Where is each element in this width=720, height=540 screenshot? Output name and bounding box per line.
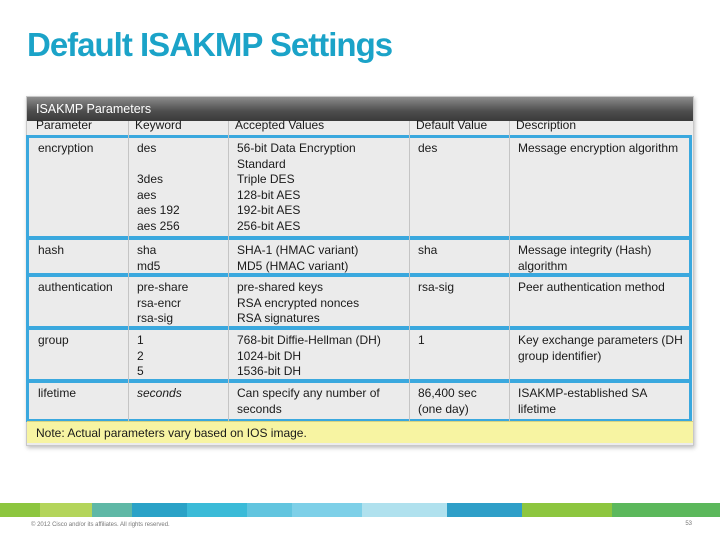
cell-line: seconds	[237, 401, 282, 416]
table-note: Note: Actual parameters vary based on IOS image.	[27, 421, 693, 443]
stripe-segment	[292, 503, 362, 517]
cell-default	[418, 333, 425, 349]
cell-line: 1	[137, 333, 144, 347]
column-headers	[27, 118, 693, 134]
cell-parameter	[38, 141, 93, 157]
cell-line: ISAKMP-established SA	[518, 386, 648, 400]
cell-line: md5	[137, 258, 161, 273]
cell-line: 1024-bit DH	[237, 348, 302, 363]
cell-line: 5	[137, 364, 144, 378]
cell-parameter	[38, 243, 64, 259]
cell-line: RSA encrypted nonces	[237, 295, 360, 310]
cell-line: 192-bit AES	[237, 203, 301, 217]
table-row	[26, 274, 692, 329]
column-header: Description	[516, 118, 577, 132]
cell-line: 128-bit AES	[237, 187, 301, 202]
cell-line: pre-shared keys	[237, 280, 324, 294]
cell-line: des	[137, 141, 157, 155]
cell-line: aes	[137, 187, 157, 202]
cell-line: aes 256	[137, 218, 180, 233]
cell-keyword	[137, 141, 180, 234]
column-divider	[228, 121, 229, 421]
cell-line: group identifier)	[518, 348, 602, 363]
footer-color-stripe	[0, 503, 720, 517]
cell-parameter	[38, 386, 76, 402]
cell-description	[518, 280, 665, 296]
cell-line: sha	[418, 243, 438, 257]
copyright-text: © 2012 Cisco and/or its affiliates. All rights reserved.	[31, 522, 170, 528]
column-header: Parameter	[36, 118, 93, 132]
cell-line: des	[418, 141, 438, 155]
cell-line: 3des	[137, 172, 164, 186]
cell-accepted	[237, 243, 358, 274]
stripe-segment	[92, 503, 132, 517]
cell-default	[418, 243, 437, 259]
column-divider	[128, 121, 129, 421]
cell-keyword	[137, 243, 160, 274]
table-row	[26, 135, 692, 239]
cell-default	[418, 141, 437, 157]
cell-line: aes 192	[137, 203, 180, 217]
stripe-segment	[187, 503, 247, 517]
table-row	[26, 380, 692, 422]
stripe-segment	[40, 503, 92, 517]
cell-keyword	[137, 386, 182, 402]
stripe-segment	[522, 503, 612, 517]
cell-line: 768-bit Diffie-Hellman (DH)	[237, 333, 381, 347]
cell-line: 2	[137, 348, 144, 363]
cell-line: Peer authentication method	[518, 280, 665, 294]
cell-description	[518, 333, 683, 364]
cell-line: pre-share	[137, 280, 189, 294]
cell-line: MD5 (HMAC variant)	[237, 258, 349, 273]
cell-line: 56-bit Data Encryption	[237, 141, 356, 155]
cell-line: 256-bit AES	[237, 218, 301, 233]
stripe-segment	[247, 503, 292, 517]
cell-default	[418, 386, 477, 417]
column-header: Accepted Values	[235, 118, 325, 132]
isakmp-parameters-table	[26, 96, 694, 446]
cell-line: SHA-1 (HMAC variant)	[237, 243, 359, 257]
cell-line: group	[38, 333, 69, 347]
cell-line: 1	[418, 333, 425, 347]
column-divider	[509, 121, 510, 421]
cell-accepted	[237, 333, 381, 380]
page-title: Default ISAKMP Settings	[27, 26, 393, 63]
stripe-segment	[447, 503, 522, 517]
stripe-segment	[612, 503, 720, 517]
cell-line: RSA signatures	[237, 311, 320, 325]
cell-accepted	[237, 280, 359, 327]
stripe-segment	[362, 503, 447, 517]
table-row	[26, 327, 692, 382]
cell-accepted	[237, 386, 380, 417]
cell-line: sha	[137, 243, 157, 257]
stripe-segment	[132, 503, 187, 517]
column-header: Keyword	[135, 118, 182, 132]
cell-parameter	[38, 333, 69, 349]
cell-line: rsa-sig	[137, 311, 174, 325]
cell-line: Message encryption algorithm	[518, 141, 679, 155]
cell-line: authentication	[38, 280, 113, 294]
cell-accepted	[237, 141, 356, 234]
cell-description	[518, 141, 678, 157]
cell-line: rsa-encr	[137, 295, 182, 310]
cell-line: Key exchange parameters (DH	[518, 333, 683, 347]
cell-keyword	[137, 280, 188, 327]
cell-line: seconds	[137, 386, 182, 400]
cell-line: 86,400 sec	[418, 386, 477, 400]
column-header: Default Value	[416, 118, 488, 132]
cell-line: lifetime	[518, 401, 557, 416]
stripe-segment	[0, 503, 40, 517]
cell-line: Triple DES	[237, 172, 295, 186]
cell-line: encryption	[38, 141, 94, 155]
table-caption: ISAKMP Parameters	[27, 97, 693, 121]
cell-keyword	[137, 333, 144, 380]
page-number: 53	[685, 521, 692, 527]
cell-description	[518, 243, 651, 274]
cell-line: Message integrity (Hash)	[518, 243, 652, 257]
cell-parameter	[38, 280, 113, 296]
cell-line: rsa-sig	[418, 280, 455, 294]
cell-description	[518, 386, 647, 417]
cell-line: Can specify any number of	[237, 386, 380, 400]
column-divider	[409, 121, 410, 421]
cell-line: 1536-bit DH	[237, 364, 302, 378]
cell-line: lifetime	[38, 386, 77, 400]
cell-line: hash	[38, 243, 65, 257]
cell-line: Standard	[237, 156, 286, 171]
table-row	[26, 237, 692, 276]
cell-line: (one day)	[418, 401, 469, 416]
cell-line: algorithm	[518, 258, 568, 273]
cell-line	[137, 157, 180, 173]
cell-default	[418, 280, 454, 296]
